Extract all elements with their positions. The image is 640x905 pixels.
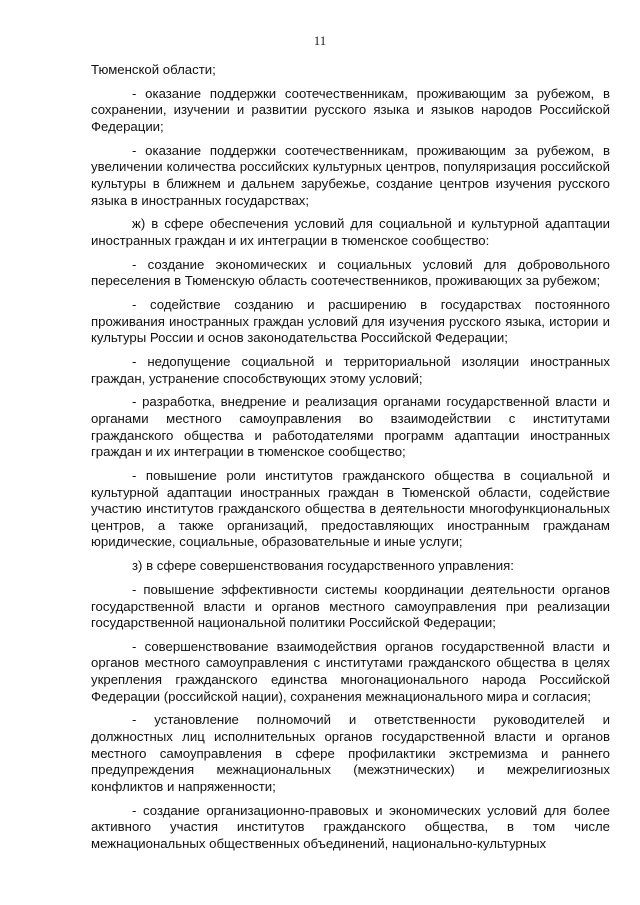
document-body xyxy=(91,62,610,860)
section-heading-zh: ж) в сфере обеспечения условий для социальной и культурной адаптации иностранных граждан и их интеграции в тюменское сообщество: xyxy=(91,216,610,248)
section-heading-z: з) в сфере совершенствования государственного управления: xyxy=(132,558,514,574)
list-item: - установление полномочий и ответственности руководителей и должностных лиц исполнительных органов государственной власти и органов местного самоуправления в сфере профилактики экстремизма и раннего предупреждения межнациональных (межэтнических) и межрелигиозных конфликтов и напряженности; xyxy=(91,712,610,794)
list-item: - оказание поддержки соотечественникам, проживающим за рубежом, в увеличении количества российских культурных центров, популяризация российской культуры в ближнем и дальнем зарубежье, создание центров изучения русского языка в иностранных государствах; xyxy=(91,142,610,208)
list-item: - совершенствование взаимодействия органов государственной власти и органов местного самоуправления с институтами гражданского общества в целях укрепления гражданского единства многонационального народа Российской Федерации (российской нации), сохранения межнационального мира и согласия; xyxy=(91,638,610,704)
list-item: - оказание поддержки соотечественникам, проживающим за рубежом, в сохранении, изучении и развитии русского языка и языков народов Российской Федерации; xyxy=(91,85,610,134)
list-item: - повышение роли институтов гражданского общества в социальной и культурной адаптации иностранных граждан в Тюменской области, содействие участию институтов гражданского общества в деятельности многофункциональных центров, а также организаций, предоставляющих иностранным гражданам юридические, социальные, образовательные и иные услуги; xyxy=(91,467,610,550)
list-item: - повышение эффективности системы координации деятельности органов государственной власти и органов местного самоуправления при реализации государственной национальной политики Российской Федерации; xyxy=(91,581,610,631)
list-item: - создание организационно-правовых и экономических условий для более активного участия институтов гражданского общества, в том числе межнациональных общественных объединений, национально-культурных xyxy=(91,802,610,851)
list-item: - создание экономических и социальных условий для добровольного переселения в Тюменскую область соотечественников, проживающих за рубежом; xyxy=(91,256,610,289)
list-item: - разработка, внедрение и реализация органами государственной власти и органами местного самоуправления во взаимодействии с институтами гражданского общества и работодателями программ адаптации иностранных граждан и их интеграции в тюменское сообщество; xyxy=(91,394,610,460)
list-item: - содействие созданию и расширению в государствах постоянного проживания иностранных граждан условий для изучения русского языка, истории и культуры России и основ законодательства Российской Федерации; xyxy=(91,297,610,346)
page-number: 11 xyxy=(313,33,327,48)
paragraph-continuation: Тюменской области; xyxy=(91,62,216,77)
list-item: - недопущение социальной и территориальной изоляции иностранных граждан, устранение способствующих этому условий; xyxy=(91,354,610,386)
